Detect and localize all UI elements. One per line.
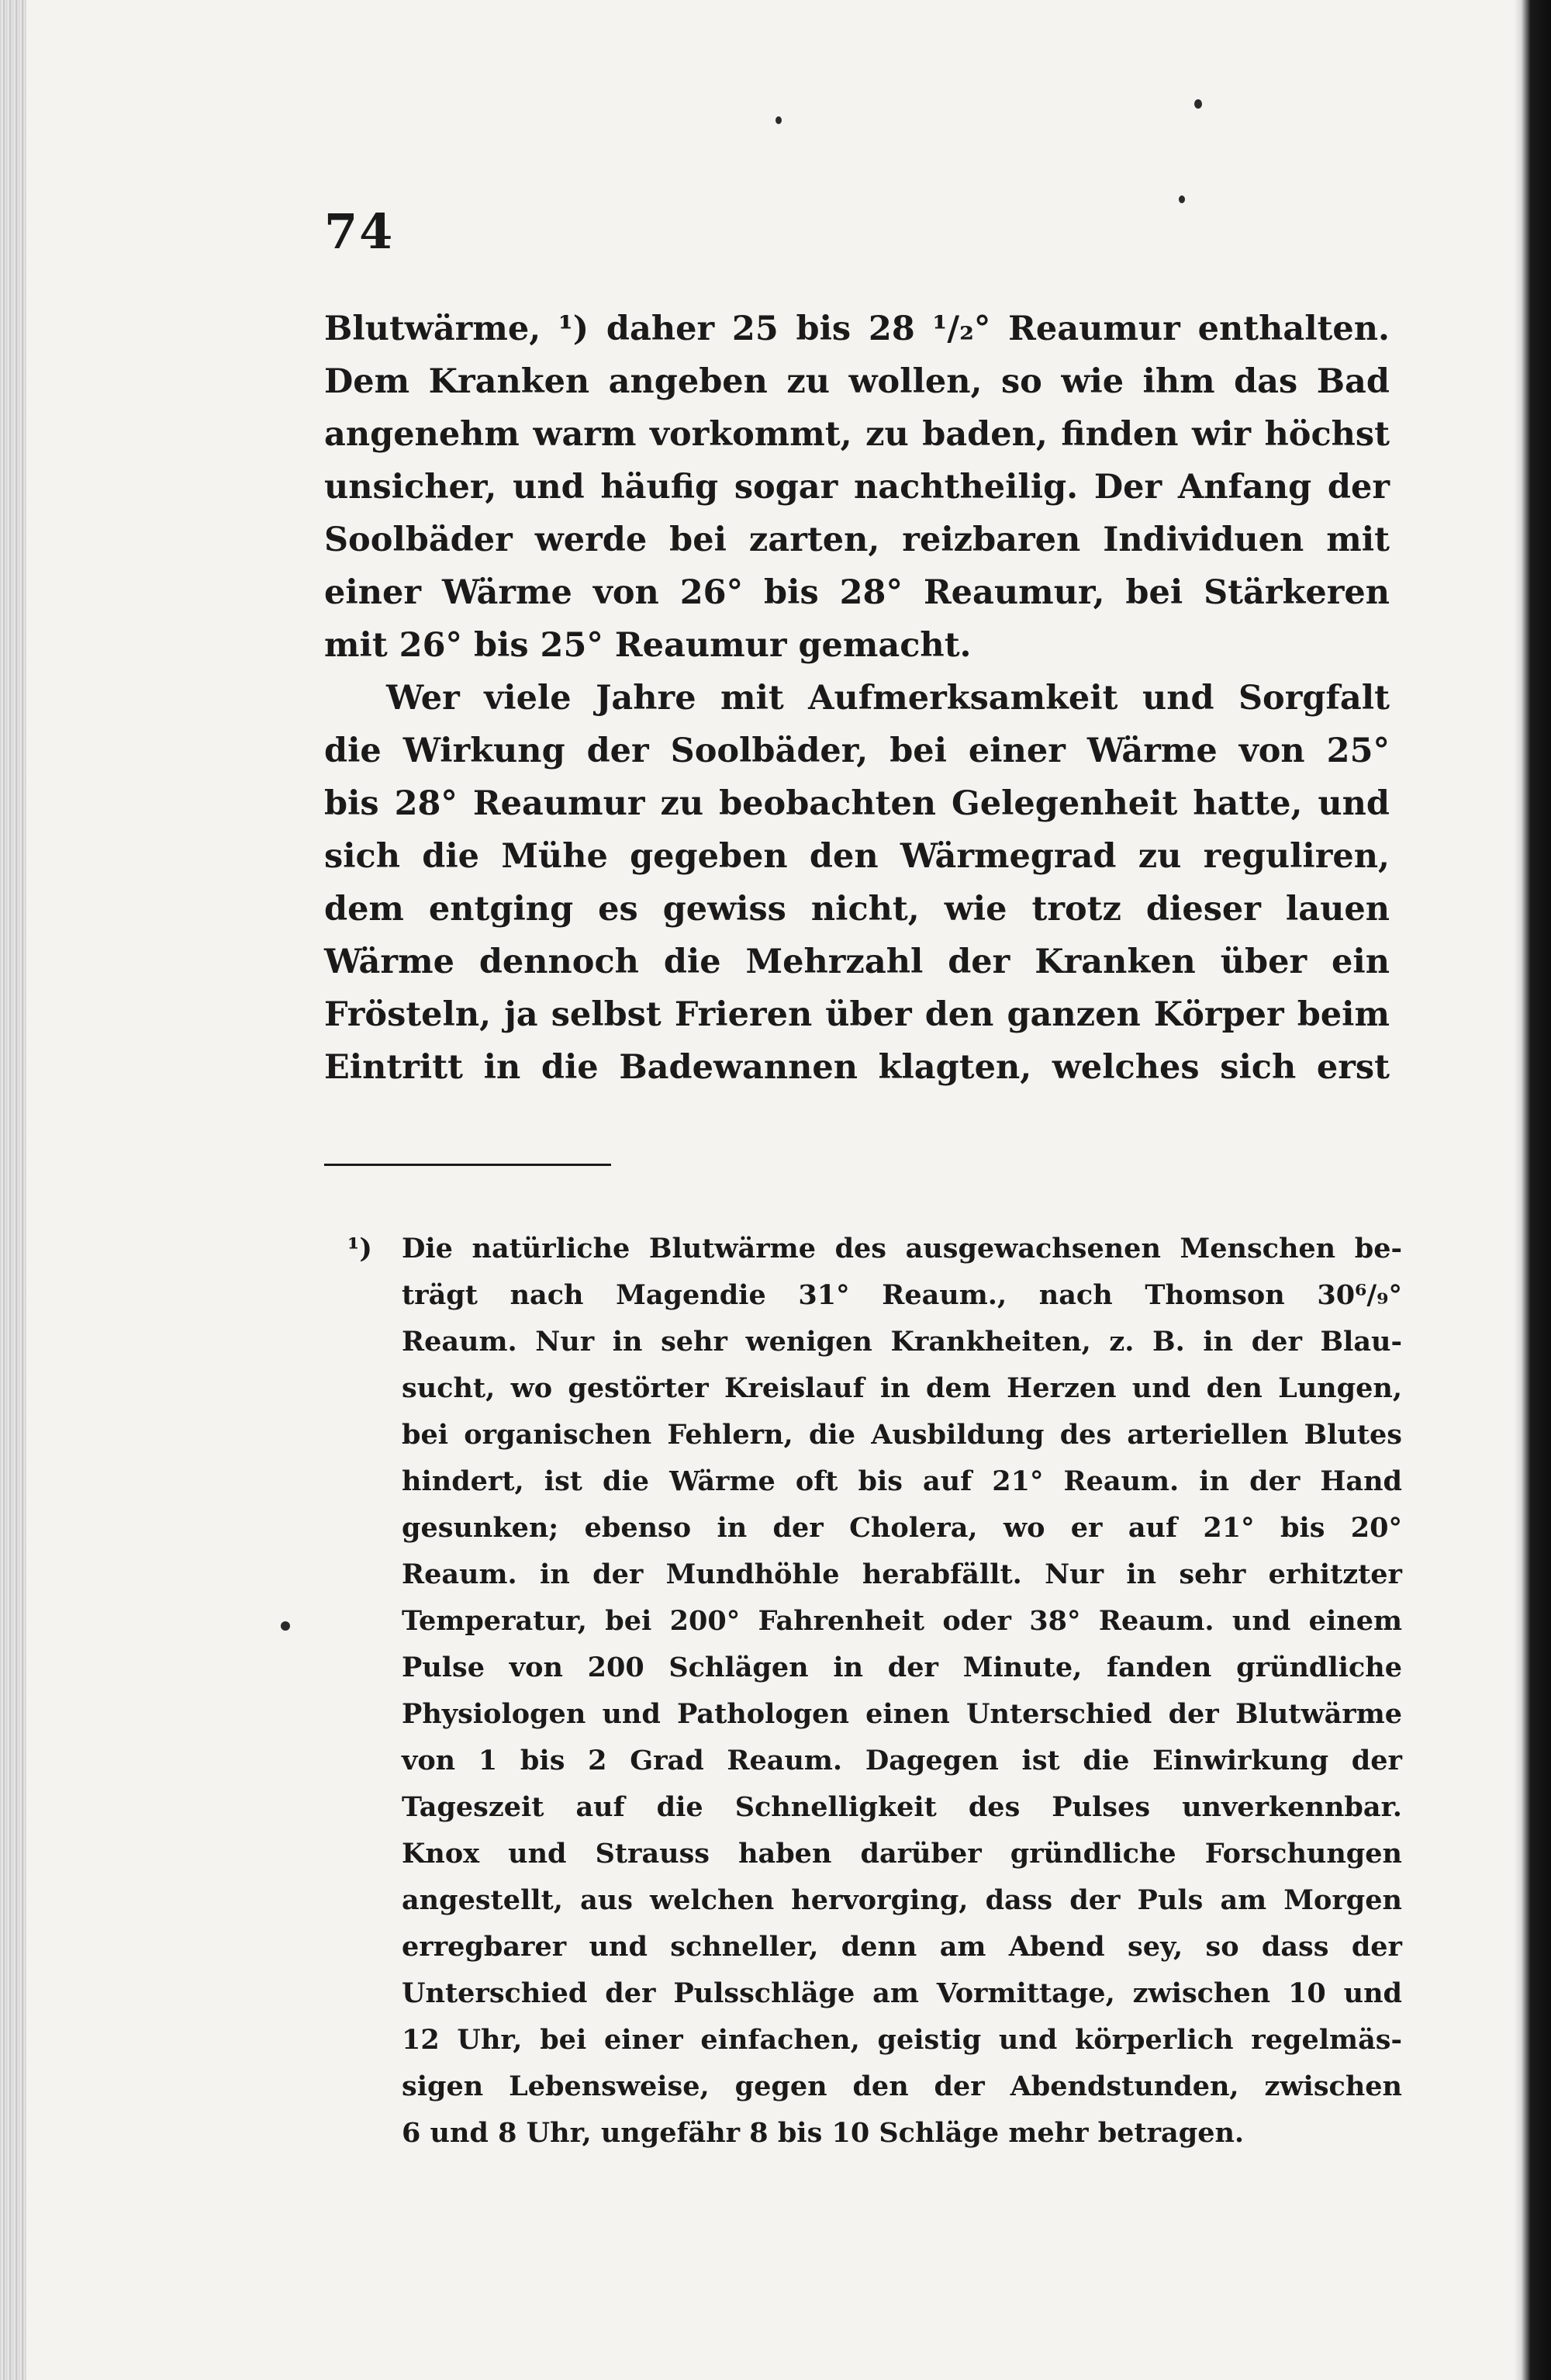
footnote-marker: ¹) xyxy=(347,1233,372,1264)
body-line: unsicher, und häufig sogar nachtheilig. Der Anfang der xyxy=(324,468,1390,507)
footnote-line: Physiologen und Pathologen einen Unterschied der Blutwärme xyxy=(402,1698,1402,1730)
ink-speck xyxy=(1179,195,1185,203)
footnote-line: Unterschied der Pulsschläge am Vormittage, zwischen 10 und xyxy=(402,1977,1402,2009)
footnote-line: 6 und 8 Uhr, ungefähr 8 bis 10 Schläge mehr betragen. xyxy=(402,2117,1245,2149)
footnote-line: Tageszeit auf die Schnelligkeit des Pulses unverkennbar. xyxy=(402,1791,1402,1823)
body-line: mit 26° bis 25° Reaumur gemacht. xyxy=(324,626,972,665)
footnote-text: Die natürliche Blutwärme des ausgewachsenen Menschen be- xyxy=(402,1233,1402,1264)
body-line: die Wirkung der Soolbäder, bei einer Wärme von 25° xyxy=(324,732,1390,770)
body-line: Soolbäder werde bei zarten, reizbaren Individuen mit xyxy=(324,521,1390,559)
footnote-line: gesunken; ebenso in der Cholera, wo er auf 21° bis 20° xyxy=(402,1512,1402,1544)
footnote-line: bei organischen Fehlern, die Ausbildung des arteriellen Blutes xyxy=(402,1419,1402,1451)
footnote-line: angestellt, aus welchen hervorging, dass der Puls am Morgen xyxy=(402,1884,1402,1916)
body-line: Wer viele Jahre mit Aufmerksamkeit und Sorgfalt xyxy=(386,679,1390,718)
footnote-line xyxy=(347,1226,1402,1272)
page-number: 74 xyxy=(324,203,395,260)
body-line: einer Wärme von 26° bis 28° Reaumur, bei Stärkeren xyxy=(324,573,1390,612)
body-line: Dem Kranken angeben zu wollen, so wie ihm das Bad xyxy=(324,362,1390,401)
ink-speck xyxy=(1194,99,1202,109)
footnote-line: sigen Lebensweise, gegen den der Abendstunden, zwischen xyxy=(402,2070,1402,2102)
body-line: angenehm warm vorkommt, zu baden, finden wir höchst xyxy=(324,415,1390,454)
footnote-line: Reaum. Nur in sehr wenigen Krankheiten, z. B. in der Blau- xyxy=(402,1326,1402,1358)
footnote xyxy=(347,1226,1402,2157)
left-page-edge xyxy=(0,0,26,2380)
body-line: Wärme dennoch die Mehrzahl der Kranken über ein xyxy=(324,943,1390,981)
body-line: bis 28° Reaumur zu beobachten Gelegenheit hatte, und xyxy=(324,784,1390,823)
footnote-line: trägt nach Magendie 31° Reaum., nach Thomson 30⁶/₉° xyxy=(402,1279,1402,1311)
body-line: sich die Mühe gegeben den Wärmegrad zu reguliren, xyxy=(324,837,1390,876)
footnote-line: von 1 bis 2 Grad Reaum. Dagegen ist die Einwirkung der xyxy=(402,1745,1402,1776)
body-line: Eintritt in die Badewannen klagten, welches sich erst xyxy=(324,1048,1390,1087)
footnote-separator xyxy=(324,1164,611,1166)
body-text xyxy=(324,303,1390,1094)
body-line: Blutwärme, ¹) daher 25 bis 28 ¹/₂° Reaumur enthalten. xyxy=(324,310,1390,348)
footnote-line: Reaum. in der Mundhöhle herabfällt. Nur in sehr erhitzter xyxy=(402,1558,1402,1590)
ink-speck xyxy=(776,116,782,124)
body-line: dem entging es gewiss nicht, wie trotz dieser lauen xyxy=(324,890,1390,929)
footnote-line: sucht, wo gestörter Kreislauf in dem Herzen und den Lungen, xyxy=(402,1372,1402,1404)
footnote-line: 12 Uhr, bei einer einfachen, geistig und körperlich regelmäs- xyxy=(402,2024,1402,2056)
ink-speck xyxy=(281,1621,290,1631)
footnote-line: Temperatur, bei 200° Fahrenheit oder 38° Reaum. und einem xyxy=(402,1605,1402,1637)
footnote-line: Pulse von 200 Schlägen in der Minute, fanden gründliche xyxy=(402,1652,1402,1683)
footnote-line: hindert, ist die Wärme oft bis auf 21° Reaum. in der Hand xyxy=(402,1465,1402,1497)
footnote-line: erregbarer und schneller, denn am Abend sey, so dass der xyxy=(402,1931,1402,1963)
footnote-line: Knox und Strauss haben darüber gründliche Forschungen xyxy=(402,1838,1402,1870)
right-book-edge xyxy=(1514,0,1551,2380)
body-line: Frösteln, ja selbst Frieren über den ganzen Körper beim xyxy=(324,995,1390,1034)
